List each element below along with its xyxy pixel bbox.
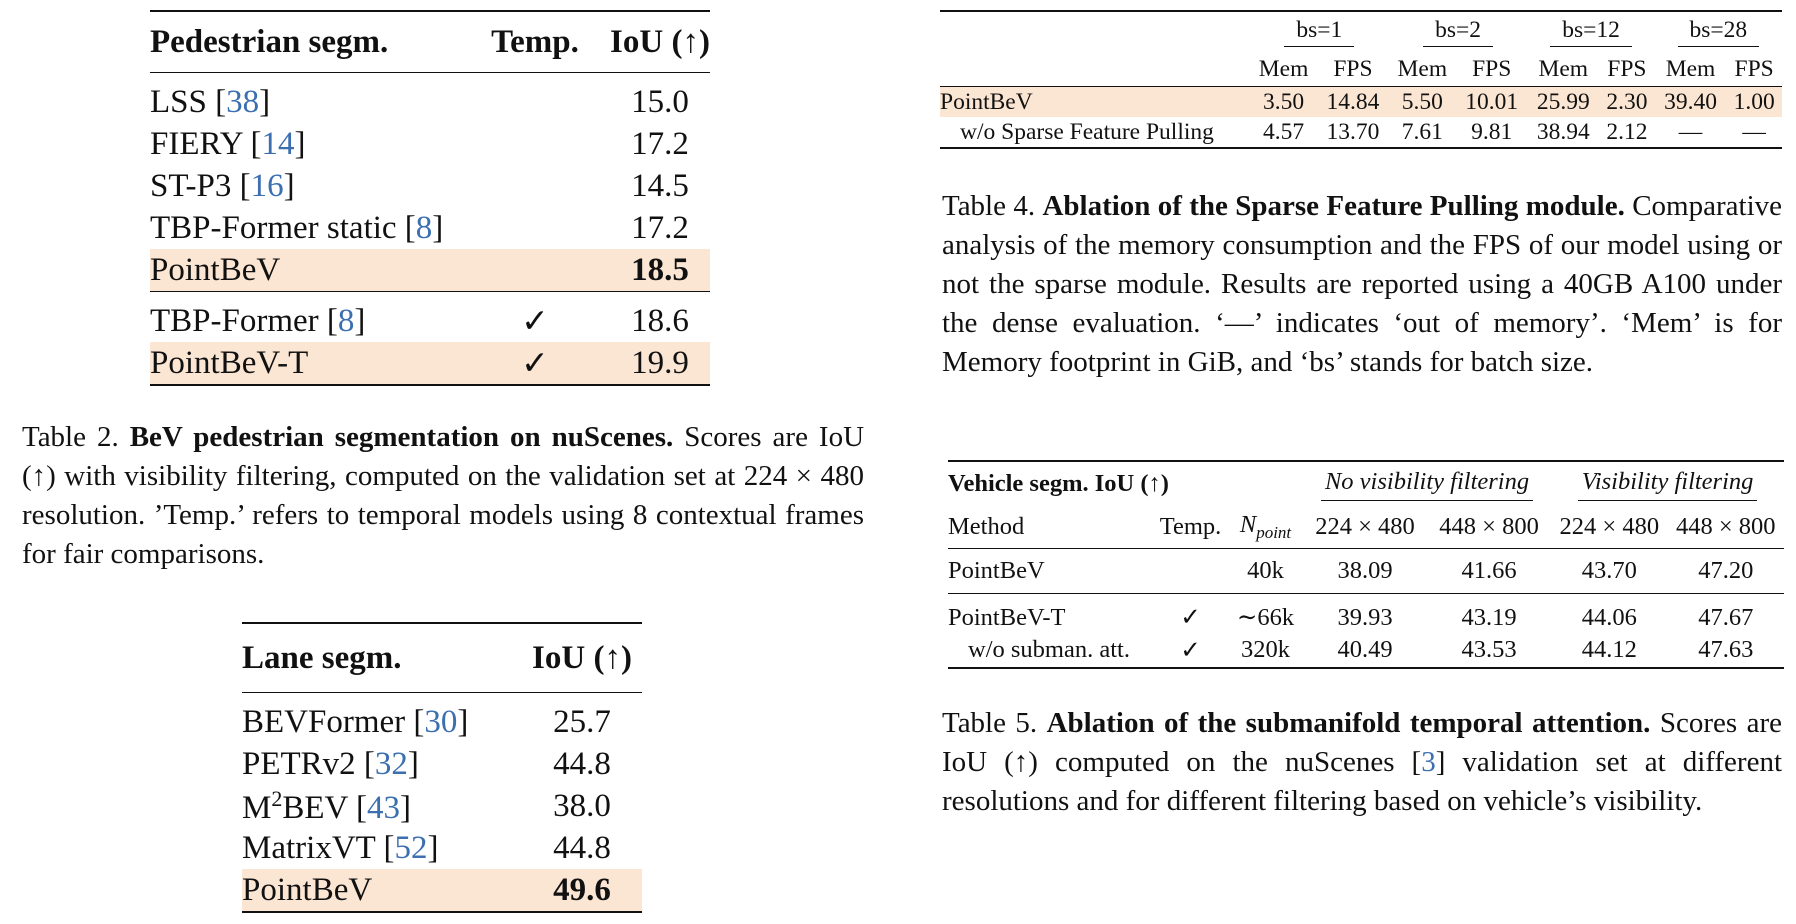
group-header [1655,11,1782,52]
group-header-no-visibility [1303,461,1551,506]
bracket: ] [457,703,469,740]
citation-link[interactable]: 38 [226,83,260,120]
method-name: BEV [ [282,789,367,826]
table-row [940,117,1782,148]
bracket: ] [259,83,271,120]
value-cell: 40.49 [1337,635,1393,663]
table2-caption [22,418,864,574]
npoint-subscript: point [1256,522,1292,542]
table-header-row [948,506,1784,549]
table-subheader-row [940,52,1782,87]
subheader-fps: FPS [1607,55,1647,82]
npoint-cell: 40k [1247,557,1284,584]
iou-cell: 18.6 [631,302,689,339]
group-header-visibility [1551,461,1784,506]
iou-cell: 38.0 [553,787,611,824]
caption-text: ] validation set at different resolutions and for different filtering based on vehicle’s visibility. [942,746,1783,817]
method-name: TBP-Former static [ [150,209,416,246]
subheader-fps: FPS [1472,55,1512,82]
group-label: bs=12 [1550,17,1632,47]
table-row-highlighted [150,249,710,292]
caption-label: Table 4. [942,190,1036,222]
citation-link[interactable]: 8 [415,209,433,246]
iou-cell: 17.2 [631,209,689,246]
group-label: No visibility filtering [1321,468,1533,501]
subheader-fps: FPS [1333,55,1373,82]
iou-cell: 15.0 [631,83,689,120]
header-pedestrian-segm: Pedestrian segm. [150,23,389,60]
table-row [150,300,710,342]
checkmark-icon: ✓ [521,346,549,382]
value-cell: 44.06 [1581,604,1637,631]
temp-cell [460,249,610,292]
caption-text: Scores are IoU (↑) with visibility filtering, computed on the validation set at 224 × 480 resolution. ’Temp.’ refers to temporal models using 8 contextual frames for fair comparisons. [22,421,865,570]
value-cell: 3.50 [1263,88,1305,115]
caption-text: Comparative analysis of the memory consumption and the FPS of our model using or not the sparse module. Results are reported using a 40GB A100 under the dense evaluation. ‘—’ indicates ‘out of memory’. ‘Mem’ is for Memory footprint in GiB, and ‘bs’ stands for batch size. [942,190,1783,378]
value-cell: 1.00 [1733,88,1775,115]
iou-cell: 44.8 [553,745,611,782]
value-cell: — [1678,118,1703,145]
method-name: TBP-Former [ [150,302,338,339]
bracket: ] [354,302,366,339]
iou-cell-best: 18.5 [631,251,689,288]
value-cell: 2.12 [1606,118,1648,145]
checkmark-icon: ✓ [1180,636,1201,664]
citation-link[interactable]: 14 [261,125,295,162]
value-cell: 5.50 [1401,88,1443,115]
iou-cell-best: 49.6 [553,871,611,908]
table-row [150,207,710,249]
value-cell: 47.20 [1698,557,1754,584]
table5-caption [942,704,1782,821]
method-name: PointBeV [948,557,1045,584]
group-label: Visibility filtering [1578,468,1758,501]
table-sparse-feature-pulling [940,10,1782,149]
header-res-448x800: 448 × 800 [1675,513,1776,540]
bracket: ] [432,209,444,246]
temp-cell [460,123,610,165]
table-header-row [150,11,710,73]
header-res-448x800: 448 × 800 [1439,513,1539,540]
iou-cell: 25.7 [553,703,611,740]
citation-link[interactable]: 32 [374,745,408,782]
iou-cell: 44.8 [553,829,611,866]
header-npoint [1228,506,1303,549]
value-cell: 25.99 [1536,88,1590,115]
header-res-224x480: 224 × 480 [1315,513,1415,540]
table-row-highlighted [940,87,1782,118]
method-name: PointBeV [150,251,281,288]
value-cell: — [1742,118,1766,145]
table-row [242,743,642,785]
method-name: PointBeV [940,88,1033,115]
citation-link[interactable]: 16 [250,167,284,204]
value-cell: 47.63 [1698,635,1754,663]
caption-title: BeV pedestrian segmentation on nuScenes. [129,421,674,453]
caption-label: Table 5. [942,707,1038,739]
method-name: MatrixVT [ [242,829,395,866]
caption-label: Table 2. [22,421,119,453]
header-temp: Temp. [491,23,579,60]
table-row-highlighted [242,869,642,912]
group-label: bs=1 [1284,17,1354,47]
table-row [948,594,1784,633]
subheader-mem: Mem [1665,55,1716,82]
value-cell: 14.84 [1326,88,1380,115]
temp-cell [460,165,610,207]
value-cell: 43.53 [1461,635,1517,663]
caption-title: Ablation of the submanifold temporal attention. [1046,707,1651,739]
bracket: ] [407,745,419,782]
checkmark-icon: ✓ [521,304,549,340]
method-name: w/o subman. att. [968,635,1130,663]
group-header [1527,11,1654,52]
bracket: ] [400,789,411,826]
value-cell: 7.61 [1401,118,1443,145]
iou-cell: 19.9 [631,344,689,381]
value-cell: 43.70 [1581,557,1637,584]
group-label: bs=28 [1678,17,1760,47]
value-cell: 41.66 [1461,557,1517,584]
iou-cell: 14.5 [631,167,689,204]
table-pedestrian-segmentation [150,10,710,386]
value-cell: 10.01 [1465,88,1519,115]
value-cell: 9.81 [1471,118,1513,145]
header-method: Method [948,513,1025,540]
citation-link[interactable]: 52 [394,829,428,866]
subheader-fps: FPS [1734,55,1774,82]
group-header [1250,11,1389,52]
table-row [242,701,642,743]
table-row [150,123,710,165]
citation-link[interactable]: 43 [367,789,400,826]
table-group-header-row [940,11,1782,52]
method-name: PointBeV [242,871,373,908]
temp-cell [1153,549,1228,594]
value-cell: 39.40 [1664,88,1717,115]
method-name: BEVFormer [ [242,703,425,740]
bracket: ] [283,167,295,204]
header-res-224x480: 224 × 480 [1559,513,1660,540]
caption-text: Scores are IoU (↑) computed on the nuScenes [ [942,707,1783,778]
method-name: FIERY [ [150,125,262,162]
temp-cell [460,207,610,249]
value-cell: 44.12 [1581,635,1637,663]
subheader-mem: Mem [1258,55,1309,82]
value-cell: 2.30 [1606,88,1648,115]
method-name: w/o Sparse Feature Pulling [960,118,1214,145]
subheader-mem: Mem [1397,55,1448,82]
checkmark-icon: ✓ [1180,604,1201,631]
method-name: PETRv2 [ [242,745,375,782]
superscript: 2 [271,785,283,811]
value-cell: 13.70 [1326,118,1380,145]
iou-cell: 17.2 [631,125,689,162]
value-cell: 47.67 [1698,604,1754,631]
citation-link[interactable]: 30 [424,703,458,740]
method-name: PointBeV-T [150,344,309,381]
table-row [150,165,710,207]
citation-link[interactable]: 3 [1421,746,1436,778]
group-header [1389,11,1528,52]
header-temp: Temp. [1159,513,1222,540]
bracket: ] [294,125,306,162]
header-iou: IoU (↑) [610,23,710,60]
method-name: LSS [ [150,83,227,120]
table-row [242,785,642,827]
temp-cell [460,81,610,123]
table4-caption [942,187,1782,382]
method-name: ST-P3 [ [150,167,251,204]
value-cell: 38.94 [1536,118,1590,145]
table-row [948,632,1784,668]
table-row [150,81,710,123]
table-row [242,827,642,869]
group-label: bs=2 [1423,17,1493,47]
value-cell: 38.09 [1337,557,1393,584]
bracket: ] [427,829,439,866]
method-name: PointBeV-T [948,604,1066,631]
npoint-cell: 320k [1241,635,1290,663]
header-lane-segm: Lane segm. [242,639,402,676]
value-cell: 4.57 [1263,118,1305,145]
value-cell: 39.93 [1337,604,1393,631]
citation-link[interactable]: 8 [337,302,355,339]
table-row [948,549,1784,594]
header-iou: IoU (↑) [532,639,632,676]
table5-title: Vehicle segm. IoU (↑) [948,470,1169,497]
subheader-mem: Mem [1538,55,1589,82]
npoint-symbol: N [1239,511,1257,539]
method-name-prefix: M [242,789,272,826]
value-cell: 43.19 [1461,604,1517,631]
table-lane-segmentation [242,622,642,913]
table-header-row [242,623,642,693]
caption-title: Ablation of the Sparse Feature Pulling module. [1042,190,1625,222]
npoint-cell: ∼66k [1236,604,1295,631]
table-submanifold-attention [948,460,1784,669]
table-group-header-row [948,461,1784,506]
table-row-highlighted [150,342,710,385]
